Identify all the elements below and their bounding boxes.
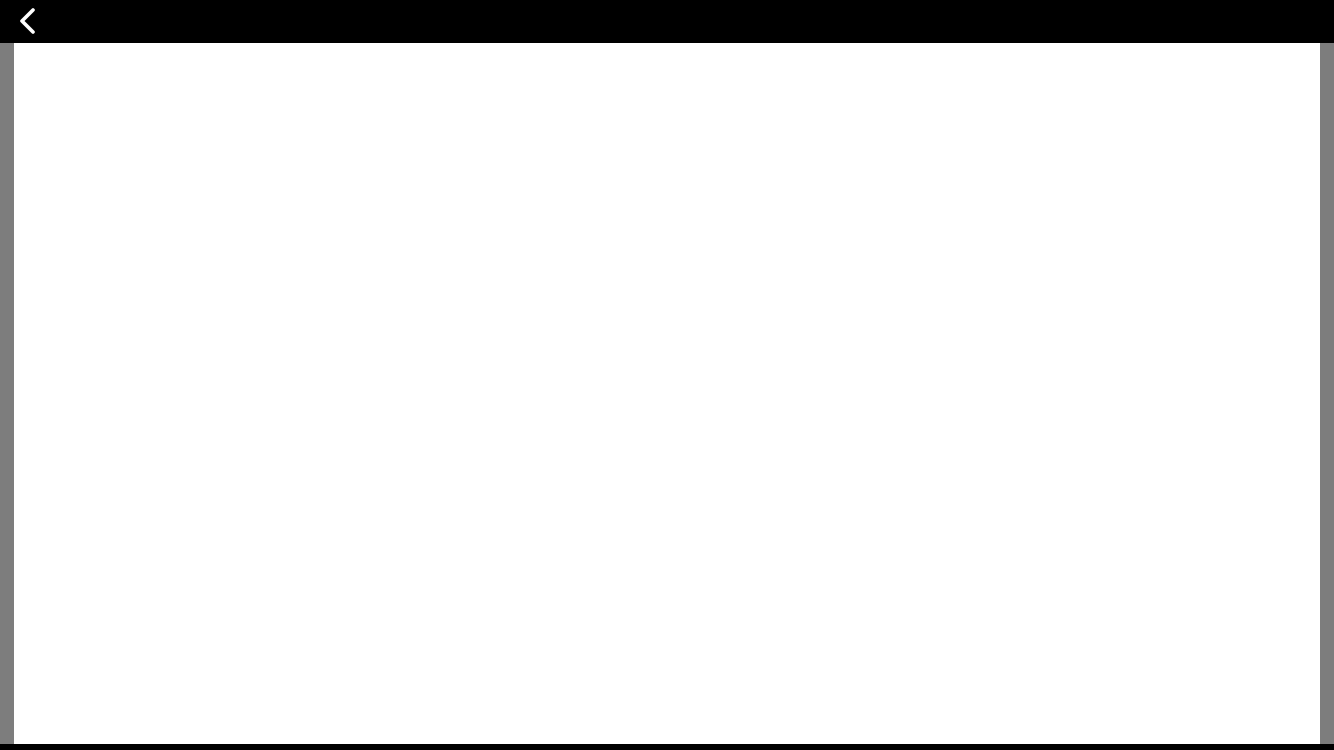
- share-button[interactable]: [1312, 0, 1324, 43]
- address-bar[interactable]: [0, 0, 1334, 43]
- bottom-bar: [0, 744, 1334, 750]
- top-bar: [0, 0, 1334, 43]
- web-page: [14, 43, 1320, 744]
- page-margin-left: [0, 43, 14, 744]
- page-margin-right: [1320, 43, 1334, 744]
